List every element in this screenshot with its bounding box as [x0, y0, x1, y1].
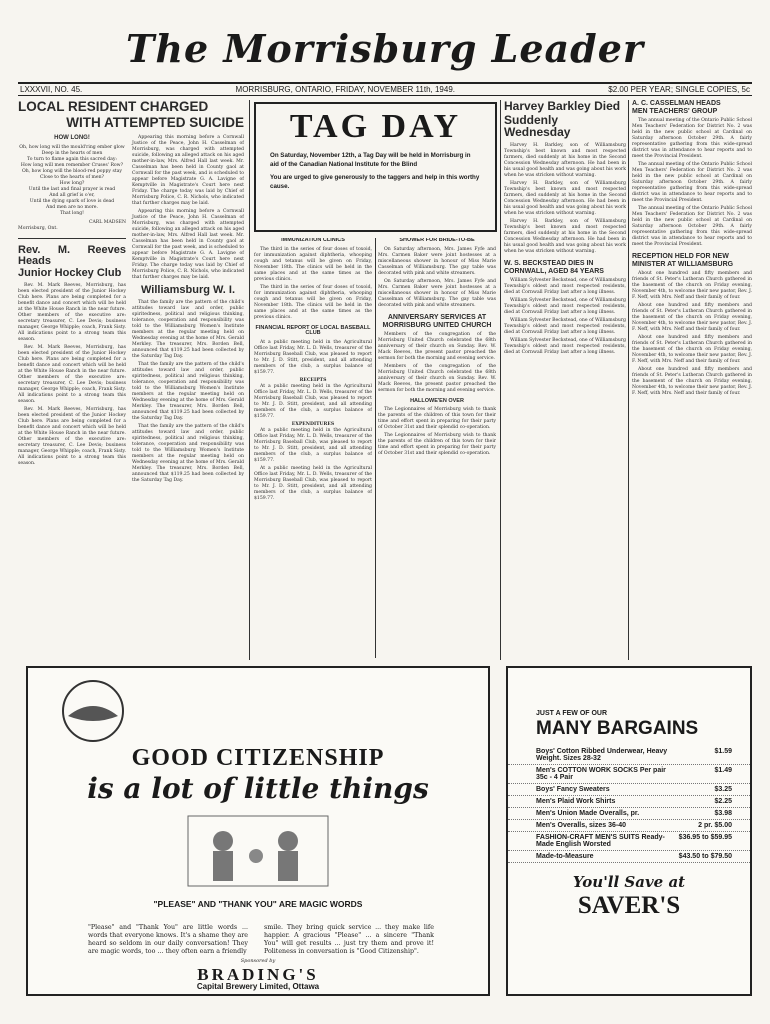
story-anniversary-body-2: Members of the congregation of the Morrisburg United Church celebrated the 68th anniversary of their church on Sunday. Rev. W. Mack Reeves, the present pastor preached the sermon for both the morning and evening service. [378, 363, 496, 393]
poem-line: Close to the hearts of men? [39, 175, 105, 180]
headline-baseball: FINANCIAL REPORT OF LOCAL BASEBALL CLUB [255, 324, 371, 336]
bargain-item [508, 832, 750, 851]
poem-author: CARL MADSEN [88, 220, 126, 225]
ad-sponsor-name: BRADING'S [197, 965, 319, 984]
poem-line: How long? [59, 181, 85, 186]
newspaper-title: The Morrisburg Leader [126, 26, 644, 71]
story-barkley-body-3: Harvey H. Barkley, son of Williamsburg Township's best known and most respected farmers, died suddenly at his home in the Second Concession Wednesday afternoon. He had been in his usual good health and was going about his work when he was stricken without warning. [504, 219, 626, 254]
column-3 [378, 238, 496, 658]
story-baseball-body-2: At a public meeting held in the Agricultural Office last Friday, Mr. L. D. Wells, treasurer of the Morrisburg Baseball Club, was pleased to report to Mr. J. D. Stitt, president, and all attending members of the club, a surplus balance of $159.77. [254, 383, 372, 419]
story-casselman-body-3: The annual meeting of the Ontario Public School Men Teachers' Federation for District No. 2 was held in the new public school at Cardinal on Saturday afternoon October 29th. A fairly representative gathering from this wide-spread district was in attendance to hear reports and to meet the Provincial President. [632, 206, 752, 247]
story-hockey-body-3: Rev. M. Mark Reeves, Morrisburg, has been elected president of the Junior Hockey Club here. Plans are being completed for a benefit dance and concert which will be held at the White House Ranch in the near future. Other members of the executive are: secretary treasurer, C. Lee Devis; business manager, George Whipple; coach, Frank Sisty. All indications point to a strong team this season. [18, 407, 126, 466]
bargain-item-price: $3.98 [714, 810, 732, 817]
bargain-item [508, 851, 750, 863]
ad-brewery-name: Capital Brewery Limited, Ottawa [196, 982, 320, 991]
bargain-item [508, 808, 750, 820]
story-beckstead-body-3: William Sylvester Beckstead, one of Williamsburg Township's oldest and most respected residents, died at Cornwall Friday last after a long illness. [504, 318, 626, 335]
bargain-item-name: Men's COTTON WORK SOCKS Per pair 35c - 4 Pair [536, 767, 666, 781]
receipts-label: RECEIPTS [299, 377, 327, 383]
ad-savers-name: SAVER'S [577, 892, 681, 919]
bargain-item-name: Men's Overalls, sizes 36-40 [536, 822, 626, 829]
ad-many-bargains: MANY BARGAINS [536, 718, 699, 739]
story-beckstead-body: William Sylvester Beckstead, one of Williamsburg Township's oldest and most respected residents, died at Cornwall Friday last after a long illness. [504, 278, 626, 295]
volume-number: LXXXVII, NO. 45. [20, 85, 83, 94]
story-barkley-body: Harvey H. Barkley, son of Williamsburg Township's best known and most respected farmers, died suddenly at his home in the Second Concession Wednesday afternoon. He had been in his usual good health and was going about his work when he was stricken without warning. [504, 143, 626, 178]
poem-line: That long! [59, 211, 85, 216]
headline-barkley-1: Harvey Barkley Died [504, 100, 621, 113]
ad-sponsored-by: Sponsored by [240, 958, 276, 964]
headline-beckstead-2: CORNWALL, AGED 84 YEARS [504, 268, 604, 275]
bargain-item-name: FASHION-CRAFT MEN'S SUITS Ready-Made English Worsted [536, 834, 665, 848]
story-suicide-column [132, 135, 244, 486]
story-anniversary-body: Members of the congregation of the Morrisburg United Church celebrated the 68th anniversary of their church on Sunday. Rev. W. Mack Reeves, the present pastor preached the sermon for both the morning and evening service. [378, 331, 496, 361]
headline-casselman-2: MEN TEACHERS' GROUP [632, 108, 718, 115]
story-shower-body-2: On Saturday afternoon, Mrs. James Fyfe and Mrs. Carmen Baker were joint hostesses at a miscellaneous shower in honour of Miss Marie Casselman of Williamsburg. The gay table was decorated with pink and white streamers. [378, 278, 496, 308]
bargain-item [508, 796, 750, 808]
ad-intro: JUST A FEW OF OUR [536, 710, 608, 717]
headline-suicide-2: WITH ATTEMPTED SUICIDE [66, 114, 244, 130]
issue-date: MORRISBURG, ONTARIO, FRIDAY, NOVEMBER 11th, 1949. [235, 85, 455, 94]
ad-headline-good-citizenship: GOOD CITIZENSHIP [131, 745, 385, 771]
ad-headline-little-things: is a lot of little things [87, 772, 429, 805]
headline-immunization: IMMUNIZATION CLINICS [281, 238, 345, 243]
story-wi-body-2: That the family are the pattern of the child's attitudes toward law and order, public spiritedness, political and religious thinking, tolerance, cooperation and responsibility was told to the Williamsburg Women's Institute members at the regular meeting held on Wednesday evening at the home of Mrs. Gerald Merkley. The treasurer, Mrs. Borden Bell, announced that $119.25 had been collected by the Saturday Tag Day. [132, 362, 244, 421]
column-5 [632, 100, 752, 660]
bargain-list [508, 746, 750, 863]
poem-line: Until the dying spark of love is dead [29, 199, 115, 204]
poem-line: And men are no more. [46, 205, 98, 210]
story-reception-body: About one hundred and fifty members and friends of St. Peter's Lutheran Church gathered in the basement of the church on Friday evening, November 4th, to welcome their new pastor, Rev. J. F. Neff, with Mrs. Neff and their family of four. [632, 271, 752, 300]
tag-day-title: TAG DAY [289, 108, 462, 145]
dateline [18, 82, 752, 96]
poem-line: Oh, how long will the mould'ring ember glow [19, 145, 125, 150]
headline-anniversary-1: ANNIVERSARY SERVICES AT [387, 313, 487, 321]
headline-anniversary-2: MORRISBURG UNITED CHURCH [382, 321, 492, 329]
headline-shower: SHOWER FOR BRIDE-TO-BE [399, 238, 475, 243]
bargain-item-price: $43.50 to $79.50 [678, 853, 732, 860]
bargain-item [508, 746, 750, 765]
poem-box [18, 135, 126, 486]
story-wi-body: That the family are the pattern of the child's attitudes toward law and order, public spiritedness, political and religious thinking, tolerance, cooperation and responsibility was told to the Williamsburg Women's Institute members at the regular meeting held on Wednesday evening at the home of Mrs. Gerald Merkley. The treasurer, Mrs. Borden Bell, announced that $119.25 had been collected by the Saturday Tag Day. [132, 300, 244, 359]
ad-text-right: smile. They bring quick service ... they make life happier. A gracious "Please" ... a sincere "Thank You" will get results ... just try them and prove it! Politeness in conversation is "Good Citizenship". [264, 924, 434, 955]
bargain-item-price: 2 pr. $5.00 [698, 822, 732, 829]
poem-lines [18, 145, 126, 217]
poem-title: HOW LONG! [54, 135, 90, 141]
headline-beckstead-1: W. S. BECKSTEAD DIES IN [504, 260, 594, 267]
story-casselman-body-2: The annual meeting of the Ontario Public School Men Teachers' Federation for District No. 2 was held in the new public school at Cardinal on Saturday afternoon October 29th. A fairly representative gathering from this wide-spread district was in attendance to hear reports and to meet the Provincial President. [632, 162, 752, 203]
bargain-item-price: $1.59 [714, 748, 732, 755]
poem-line: How long will men remember Cruses' Row? [20, 163, 124, 168]
ad-save-at: You'll Save at [572, 873, 686, 891]
bargain-item-name: Made-to-Measure [536, 853, 594, 860]
story-halloween-body-2: The Legionnaires of Morrisburg wish to thank the parents of the children of this town for their time and effort spent in preparing for their party of October 31st and their splendid co-operation. [378, 433, 496, 456]
headline-reception-2: MINISTER AT WILLIAMSBURG [632, 261, 734, 268]
story-wi-body-3: That the family are the pattern of the child's attitudes toward law and order, public spiritedness, political and religious thinking, tolerance, cooperation and responsibility was told to the Williamsburg Women's Institute members at the regular meeting held on Wednesday evening at the home of Mrs. Gerald Merkley. The treasurer, Mrs. Borden Bell, announced that $119.25 had been collected by the Saturday Tag Day. [132, 424, 244, 483]
column-2 [254, 238, 372, 658]
story-suicide-body-2: Appearing this morning before a Cornwall Justice of the Peace, John H. Casselman of Morrisburg, was charged with attempted suicide, following an alleged attack on his aged mother-in-law, Mrs. Alfred Hall last week. Mr. Casselman has been held in County gaol at Cornwall for the past week, and is scheduled to appear before Magistrate G. A. Lavigne of Kemptville in Magistrate's Court here next Friday. The charge today was laid by Chief of Morrisburg Police, C. R. Nichols, who indicated that further charges may be laid. [132, 209, 244, 280]
headline-reception-1: RECEPTION HELD FOR NEW [632, 253, 729, 260]
bargain-item-price: $1.49 [714, 767, 732, 774]
expenditures-label: EXPENDITURES [291, 421, 335, 427]
headline-casselman-1: A. C. CASSELMAN HEADS [632, 100, 721, 107]
story-immunization-body: The third in the series of four doses of toxoid, for immunization against diphtheria, whooping cough and tetanus will be given on Friday, November 18th. The clinics will be held in the same places and at the same times as the previous clinics. [254, 246, 372, 282]
story-baseball-body-4: At a public meeting held in the Agricultural Office last Friday, Mr. L. D. Wells, treasurer of the Morrisburg Baseball Club, was pleased to report to Mr. J. D. Stitt, president, and all attending members of the club, a surplus balance of $159.77. [254, 465, 372, 501]
story-reception-body-2: About one hundred and fifty members and friends of St. Peter's Lutheran Church gathered in the basement of the church on Friday evening, November 4th, to welcome their new pastor, Rev. J. F. Neff, with Mrs. Neff and their family of four. [632, 303, 752, 332]
savers-bargains-ad [506, 666, 752, 996]
tag-day-notice [254, 102, 497, 232]
bargain-item-price: $36.95 to $59.95 [678, 834, 732, 841]
headline-hockey-1: Rev. M. Reeves Heads [18, 244, 126, 267]
story-baseball-body-3: At a public meeting held in the Agricultural Office last Friday, Mr. L. D. Wells, treasurer of the Morrisburg Baseball Club, was pleased to report to Mr. J. D. Stitt, president, and all attending members of the club, a surplus balance of $159.77. [254, 427, 372, 463]
headline-wi: Williamsburg W. I. [140, 284, 236, 296]
story-casselman-body: The annual meeting of the Ontario Public School Men Teachers' Federation for District No. 2 was held in the new public school at Cardinal on Saturday afternoon October 29th. A fairly representative gathering from this wide-spread district was in attendance to hear reports and to meet the Provincial President. [632, 118, 752, 159]
bargain-item [508, 820, 750, 832]
bargain-item-name: Boys' Fancy Sweaters [536, 786, 610, 793]
story-hockey-body: Rev. M. Mark Reeves, Morrisburg, has been elected president of the Junior Hockey Club here. Plans are being completed for a benefit dance and concert which will be held at the White House Ranch in the near future. Other members of the executive are: secretary treasurer, C. Lee Devis; business manager, George Whipple; coach, Frank Sisty. All indications point to a strong team this season. [18, 283, 126, 342]
family-illustration [178, 806, 338, 896]
headline-hockey-2: Junior Hockey Club [18, 267, 122, 279]
bargain-item-name: Men's Plaid Work Shirts [536, 798, 616, 805]
bargain-item-price: $2.25 [714, 798, 732, 805]
headline-suicide-1: LOCAL RESIDENT CHARGED [18, 100, 209, 114]
story-halloween-body: The Legionnaires of Morrisburg wish to thank the parents of the children of this town for their time and effort spent in preparing for their party of October 31st and their splendid co-operation. [378, 407, 496, 430]
masthead [18, 14, 752, 80]
story-hockey-body-2: Rev. M. Mark Reeves, Morrisburg, has been elected president of the Junior Hockey Club here. Plans are being completed for a benefit dance and concert which will be held at the White House Ranch in the near future. Other members of the executive are: secretary treasurer, C. Lee Devis; business manager, George Whipple; coach, Frank Sisty. All indications point to a strong team this season. [18, 345, 126, 404]
poem-place: Morrisburg, Ont. [18, 226, 58, 231]
poem-line: To turn to flame again this sacred day: [27, 157, 117, 162]
bargain-item [508, 765, 750, 784]
bargain-item [508, 784, 750, 796]
poem-line: Deep in the hearts of men [41, 151, 103, 156]
good-citizenship-ad [26, 666, 490, 996]
ad-text-left: "Please" and "Thank You" are little words ... words that everyone knows. It's a shame they are heard so seldom in our daily conversation! They are magic words, too ... they often earn a friendly [88, 924, 248, 955]
headline-halloween: HALLOWE'EN OVER [410, 397, 464, 404]
bargain-item-price: $3.25 [714, 786, 732, 793]
tag-day-line-2: You are urged to give generously to the taggers and help in this worthy cause. [270, 174, 480, 190]
story-beckstead-body-4: William Sylvester Beckstead, one of Williamsburg Township's oldest and most respected residents, died at Cornwall Friday last after a long illness. [504, 338, 626, 355]
poem-line: Oh, how long will the blood-red poppy stay [21, 169, 123, 174]
poem-line: Until the last and final prayer is read [28, 187, 116, 192]
story-shower-body: On Saturday afternoon, Mrs. James Fyfe and Mrs. Carmen Baker were joint hostesses at a miscellaneous shower in honour of Miss Marie Casselman of Williamsburg. The gay table was decorated with pink and white streamers. [378, 246, 496, 276]
poem-line: And all grief is o'er, [49, 193, 95, 198]
tag-day-line-1: On Saturday, November 12th, a Tag Day will be held in Morrisburg in aid of the Canadian National Institute for the Blind [270, 152, 471, 168]
bargain-item-name: Men's Union Made Overalls, pr. [536, 810, 640, 817]
column-1 [18, 100, 244, 660]
subscription-price: $2.00 PER YEAR; SINGLE COPIES, 5c [608, 85, 750, 94]
story-immunization-body-2: The third in the series of four doses of toxoid, for immunization against diphtheria, whooping cough and tetanus will be given on Friday, November 18th. The clinics will be held in the same places and at the same times as the previous clinics. [254, 284, 372, 320]
handshake-emblem [38, 676, 148, 746]
column-4 [504, 100, 626, 660]
story-beckstead-body-2: William Sylvester Beckstead, one of Williamsburg Township's oldest and most respected residents, died at Cornwall Friday last after a long illness. [504, 298, 626, 315]
story-reception-body-3: About one hundred and fifty members and friends of St. Peter's Lutheran Church gathered in the basement of the church on Friday evening, November 4th, to welcome their new pastor, Rev. J. F. Neff, with Mrs. Neff and their family of four. [632, 335, 752, 364]
story-baseball-body: At a public meeting held in the Agricultural Office last Friday, Mr. L. D. Wells, treasurer of the Morrisburg Baseball Club, was pleased to report to Mr. J. D. Stitt, president, and all attending members of the club, a surplus balance of $159.77. [254, 339, 372, 375]
bargain-item-name: Boys' Cotton Ribbed Underwear, Heavy Weight. Sizes 28-32 [536, 748, 668, 762]
story-reception-body-4: About one hundred and fifty members and friends of St. Peter's Lutheran Church gathered in the basement of the church on Friday evening, November 4th, to welcome their new pastor, Rev. J. F. Neff, with Mrs. Neff and their family of four. [632, 367, 752, 396]
ad-subhead-magic-words: "PLEASE" AND "THANK YOU" ARE MAGIC WORDS [153, 899, 363, 909]
headline-barkley-2: Suddenly Wednesday [504, 113, 571, 139]
newspaper-page [18, 14, 752, 1014]
story-barkley-body-2: Harvey H. Barkley, son of Williamsburg Township's best known and most respected farmers, died suddenly at his home in the Second Concession Wednesday afternoon. He had been in his usual good health and was going about his work when he was stricken without warning. [504, 181, 626, 216]
story-suicide-body: Appearing this morning before a Cornwall Justice of the Peace, John H. Casselman of Morrisburg, was charged with attempted suicide, following an alleged attack on his aged mother-in-law, Mrs. Alfred Hall last week. Mr. Casselman has been held in County gaol at Cornwall for the past week, and is scheduled to appear before Magistrate G. A. Lavigne of Kemptville in Magistrate's Court here next Friday. The charge today was laid by Chief of Morrisburg Police, C. R. Nichols, who indicated that further charges may be laid. [132, 135, 244, 206]
